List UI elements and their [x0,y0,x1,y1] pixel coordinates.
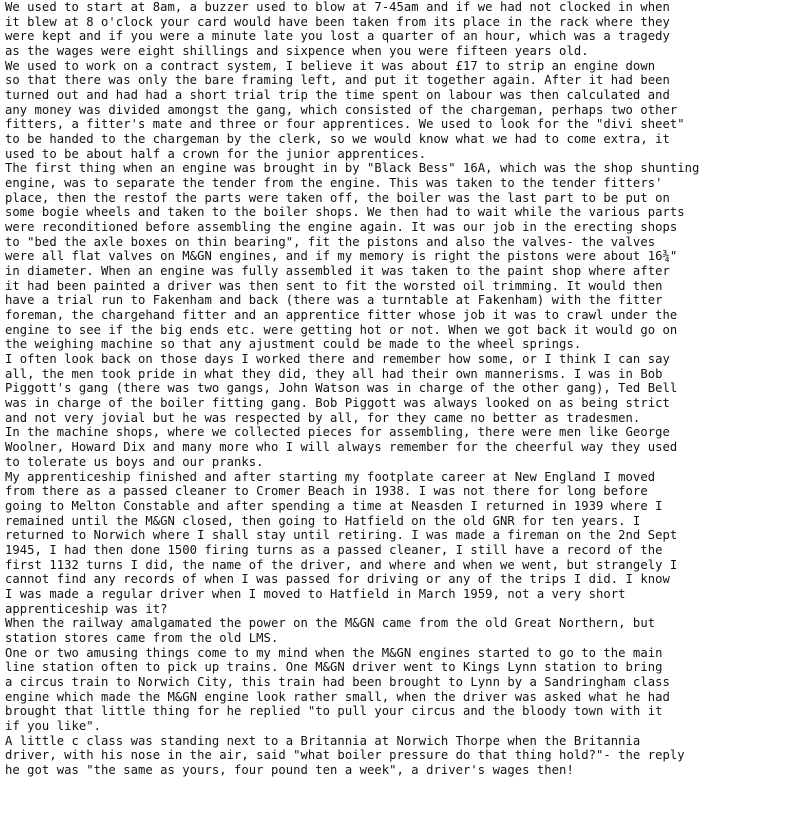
text-line: to "bed the axle boxes on thin bearing", fit the pistons and also the valves- the valves [5,234,656,249]
text-line: any money was divided amongst the gang, which consisted of the chargeman, perhaps two other [5,102,678,117]
text-line: in diameter. When an engine was fully assembled it was taken to the paint shop where after [5,264,670,279]
text-line: to be handed to the chargeman by the clerk, so we would know what we had to come extra, it [5,132,670,147]
text-line: turned out and had had a short trial trip the time spent on labour was then calculated and [5,88,670,103]
text-line: was in charge of the boiler fitting gang. Bob Piggott was always looked on as being strict [5,396,670,411]
text-line: One or two amusing things come to my mind when the M&GN engines started to go to the main [5,645,663,660]
text-line: have a trial run to Fakenham and back (there was a turntable at Fakenham) with the fitter [5,293,663,308]
text-line: and not very jovial but he was respected by all, for they came no better as tradesmen. [5,410,641,425]
text-line: it blew at 8 o'clock your card would have been taken from its place in the rack where they [5,14,670,29]
text-line: I was made a regular driver when I moved to Hatfield in March 1959, not a very short [5,586,626,601]
text-line: some bogie wheels and taken to the boiler shops. We then had to wait while the various parts [5,205,685,220]
text-line: place, then the restof the parts were taken off, the boiler was the last part to be put on [5,190,670,205]
text-line: We used to work on a contract system, I believe it was about £17 to strip an engine down [5,58,656,73]
text-line: were reconditioned before assembling the engine again. It was our job in the erecting shops [5,220,678,235]
text-line: Woolner, Howard Dix and many more who I will always remember for the cheerful way they used [5,440,678,455]
text-line: brought that little thing for he replied "to pull your circus and the bloody town with it [5,704,663,719]
text-line: The first thing when an engine was brought in by "Black Bess" 16A, which was the shop shunting [5,161,700,176]
text-line: We used to start at 8am, a buzzer used to blow at 7-45am and if we had not clocked in when [5,0,670,14]
text-line: foreman, the chargehand fitter and an apprentice fitter whose job it was to crawl under the [5,308,678,323]
text-line: engine, was to separate the tender from the engine. This was taken to the tender fitters' [5,176,663,191]
text-line: Piggott's gang (there was two gangs, John Watson was in charge of the other gang), Ted Bell [5,381,678,396]
text-line: When the railway amalgamated the power on the M&GN came from the old Great Northern, but [5,616,656,631]
text-line: returned to Norwich where I shall stay until retiring. I was made a fireman on the 2nd Sept [5,528,678,543]
text-line: he got was "the same as yours, four pound ten a week", a driver's wages then! [5,762,574,777]
text-line: line station often to pick up trains. One M&GN driver went to Kings Lynn station to bring [5,660,663,675]
text-line: remained until the M&GN closed, then going to Hatfield on the old GNR for ten years. I [5,513,641,528]
text-line: used to be about half a crown for the junior apprentices. [5,146,427,161]
text-line: cannot find any records of when I was passed for driving or any of the trips I did. I know [5,572,670,587]
text-line: driver, with his nose in the air, said "what boiler pressure do that thing hold?"- the reply [5,748,685,763]
text-line: station stores came from the old LMS. [5,630,279,645]
text-line: as the wages were eight shillings and sixpence when you were fifteen years old. [5,44,589,59]
text-line: apprenticeship was it? [5,601,168,616]
text-line: fitters, a fitter's mate and three or four apprentices. We used to look for the "divi sheet" [5,117,685,132]
text-line: My apprenticeship finished and after starting my footplate career at New England I moved [5,469,656,484]
text-line: if you like". [5,718,102,733]
text-line: a circus train to Norwich City, this train had been brought to Lynn by a Sandringham class [5,674,670,689]
text-line: to tolerate us boys and our pranks. [5,454,264,469]
text-line: A little c class was standing next to a Britannia at Norwich Thorpe when the Britannia [5,733,641,748]
text-line: going to Melton Constable and after spending a time at Neasden I returned in 1939 where I [5,498,663,513]
text-line: I often look back on those days I worked there and remember how some, or I think I can say [5,352,670,367]
text-line: were kept and if you were a minute late you lost a quarter of an hour, which was a tragedy [5,29,670,44]
text-line: In the machine shops, where we collected pieces for assembling, there were men like George [5,425,670,440]
text-line: the weighing machine so that any ajustment could be made to the wheel springs. [5,337,582,352]
text-line: all, the men took pride in what they did, they all had their own mannerisms. I was in Bob [5,366,663,381]
text-line: 1945, I had then done 1500 firing turns as a passed cleaner, I still have a record of the [5,542,663,557]
document-body [5,0,800,778]
text-line: first 1132 turns I did, the name of the driver, and where and when we went, but strangely I [5,557,678,572]
text-line: so that there was only the bare framing left, and put it together again. After it had been [5,73,670,88]
text-line: were all flat valves on M&GN engines, and if my memory is right the pistons were about 16¾" [5,249,678,264]
text-line: engine which made the M&GN engine look rather small, when the driver was asked what he had [5,689,670,704]
text-line: from there as a passed cleaner to Cromer Beach in 1938. I was not there for long before [5,484,648,499]
text-line: engine to see if the big ends etc. were getting hot or not. When we got back it would go on [5,322,678,337]
text-line: it had been painted a driver was then sent to fit the worsted oil trimming. It would then [5,278,663,293]
